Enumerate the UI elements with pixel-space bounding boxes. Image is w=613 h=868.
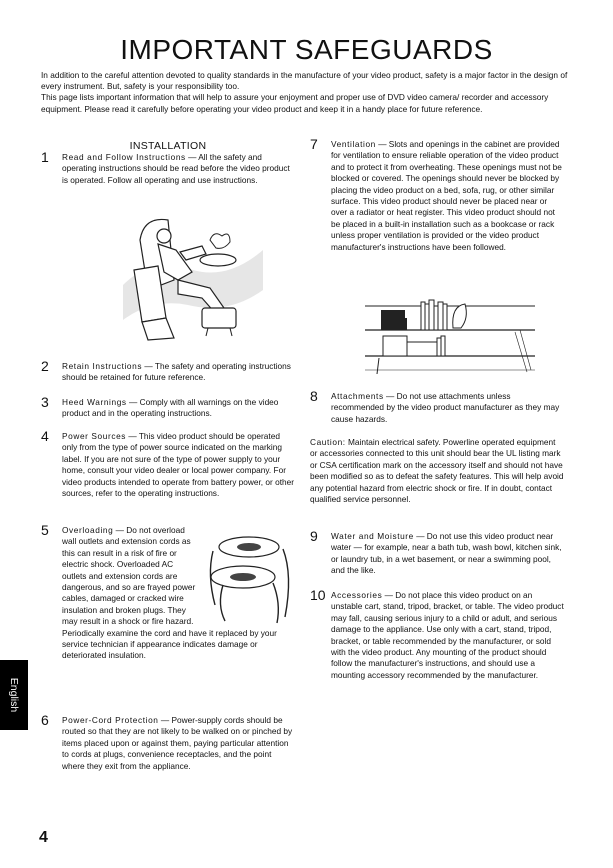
language-tab — [0, 660, 28, 730]
safeguard-item-6 — [41, 712, 295, 772]
safeguard-item-4 — [41, 428, 295, 499]
caution-text: Maintain electrical safety. Powerline operated equipment or accessories connected to this unit should bear the UL listing mark or CSA certification mark on the accessory itself and should not have been modified so as to defeat the safety features. This will help avoid any potential hazard from electric shock or fire. If in doubt, contact qualified service personnel. — [310, 437, 564, 505]
item-heading: Retain Instructions — [62, 361, 143, 371]
item-number: 4 — [41, 428, 49, 444]
item-number: 1 — [41, 149, 49, 165]
item-text: — Do not place this video product on an unstable cart, stand, tripod, bracket, or table. The video product may fall, causing serious injury to a child or adult, and serious damage to the appliance. Use only with a cart, stand, tripod, bracket, or table recommended by the manufacturer, or sold with the video product. Any mounting of the product should follow the manufacturer's instructions, and should use a mounting accessory recommended by the manufacturer. — [331, 590, 564, 680]
language-tab-label: English — [8, 677, 21, 713]
item-number: 10 — [310, 587, 326, 603]
intro-paragraph-2: This page lists important information that will help to assure your enjoyment and proper use of DVD video camera/ recorder and accessory equipment. Please read it carefully before operating your video product and keep it in a handy place for future reference. — [41, 92, 549, 114]
overloaded-outlet-illustration — [203, 525, 295, 625]
intro-paragraph-1: In addition to the careful attention devoted to quality standards in the manufacture of your video product, safety is a major factor in the design of every instrument. But, safety is your responsibility too. — [41, 70, 568, 92]
item-heading: Read and Follow Instructions — [62, 152, 186, 162]
item-heading: Accessories — [331, 590, 383, 600]
item-text: — Do not use attachments unless recommended by the video product manufacturer as they may cause hazards. — [331, 391, 560, 424]
safeguard-item-3 — [41, 394, 295, 420]
safeguard-item-5 — [41, 522, 295, 662]
item-text: — The safety and operating instructions should be retained for future reference. — [62, 361, 291, 383]
item-heading: Heed Warnings — [62, 397, 127, 407]
safeguard-item-8 — [310, 388, 564, 425]
item-text: — This video product should be operated only from the type of power source indicated on the marking label. If you are not sure of the type of power supply to your home, consult your video dealer or local power company. For video products intended to operate from battery power, or other sources, refer to the operating instructions. — [62, 431, 294, 499]
item-number: 8 — [310, 388, 318, 404]
item-text: — Do not use this video product near water — for example, near a bath tub, wash bowl, kitchen sink, or laundry tub, in a wet basement, or near a swimming pool, and the like. — [331, 531, 562, 576]
item-number: 3 — [41, 394, 49, 410]
item-number: 7 — [310, 136, 318, 152]
caution-label: Caution: — [310, 437, 346, 447]
armchair-illustration — [118, 210, 268, 345]
item-text: — Do not overload wall outlets and extension cords as this can result in a risk of fire or electric shock. Overloaded AC outlets and extension cords are dangerous, and so are frayed power cables, damaged or cracked wire insulation and broken plugs. They may result in a shock or fire hazard. Periodically examine the cord and have it replaced by your service technician if appearance indicates damage or deteriorated insulation. — [62, 525, 277, 661]
page-number: 4 — [39, 829, 48, 846]
item-heading: Overloading — [62, 525, 114, 535]
safeguard-item-9 — [310, 528, 564, 577]
item-heading: Ventilation — [331, 139, 376, 149]
item-text: — Slots and openings in the cabinet are provided for ventilation to ensure reliable operation of the video product and to protect it from overheating. These openings must not be blocked or covered. The openings should never be blocked by placing the video product on a bed, sofa, rug, or other similar surface. This video product should never be placed near or over a radiator or heat register. This video product should not be placed in a built-in installation such as a bookcase or rack unless proper ventilation is provided or the video product manufacturer's instructions have been followed. — [331, 139, 562, 252]
safeguard-item-10 — [310, 587, 564, 681]
installation-heading: INSTALLATION — [129, 140, 207, 152]
item-text: — Comply with all warnings on the video product and in the operating instructions. — [62, 397, 279, 419]
safeguard-item-7 — [310, 136, 564, 253]
item-heading: Attachments — [331, 391, 384, 401]
safeguard-item-1 — [41, 149, 295, 186]
safeguard-item-2 — [41, 358, 295, 384]
item-text: — Power-supply cords should be routed so that they are not likely to be walked on or pinched by items placed upon or against them, paying particular attention to cords at plugs, convenience receptacles, and the point where they exit from the appliance. — [62, 715, 293, 771]
page-title: IMPORTANT SAFEGUARDS — [120, 34, 493, 65]
item-heading: Power-Cord Protection — [62, 715, 159, 725]
item-number: 5 — [41, 522, 49, 538]
bookcase-illustration — [365, 292, 535, 374]
item-heading: Power Sources — [62, 431, 127, 441]
intro — [41, 70, 571, 115]
item-number: 2 — [41, 358, 49, 374]
item-number: 9 — [310, 528, 318, 544]
item-heading: Water and Moisture — [331, 531, 414, 541]
item-number: 6 — [41, 712, 49, 728]
caution-note — [310, 437, 564, 505]
item-text: — All the safety and operating instructions should be read before the video product is operated. Follow all operating and use instructions. — [62, 152, 290, 185]
